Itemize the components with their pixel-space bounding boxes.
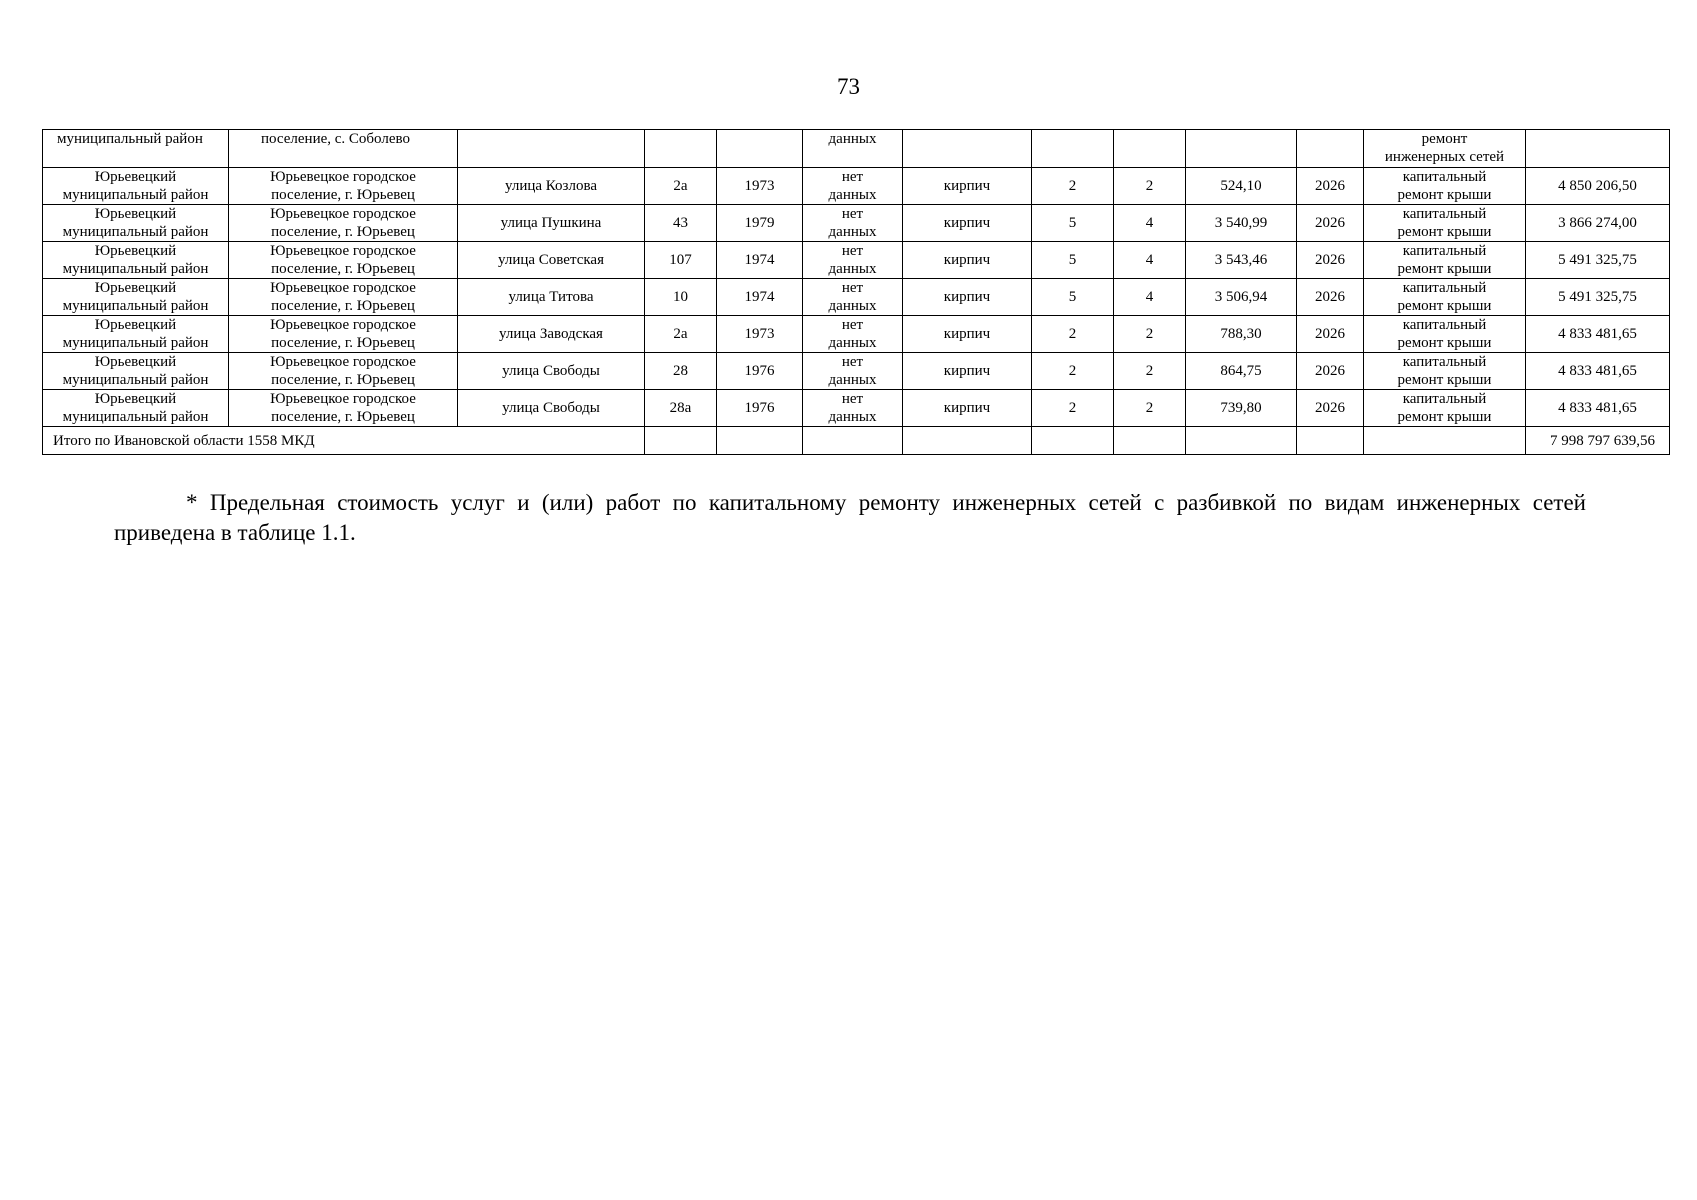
total-cost: 7 998 797 639,56 [1526, 427, 1670, 455]
cell-year-built: 1973 [717, 316, 803, 353]
cell-district: Юрьевецкий муниципальный район [43, 205, 229, 242]
cell-work-type: капитальный ремонт крыши [1364, 168, 1526, 205]
cell-settlement: Юрьевецкое городское поселение, г. Юрьевец [229, 205, 458, 242]
page-number: 73 [837, 74, 860, 99]
cell-plan-year: 2026 [1297, 279, 1364, 316]
cell-wall-material: кирпич [903, 279, 1032, 316]
cell-district: муниципальный район [43, 130, 229, 168]
cell-year-repair: нет данных [803, 205, 903, 242]
cell-plan-year: 2026 [1297, 168, 1364, 205]
cell-house: 2а [645, 168, 717, 205]
cell-settlement: Юрьевецкое городское поселение, г. Юрьевец [229, 390, 458, 427]
cell-year-built: 1976 [717, 390, 803, 427]
table-row [43, 390, 1670, 427]
cell-plan-year: 2026 [1297, 205, 1364, 242]
cell-district: Юрьевецкий муниципальный район [43, 390, 229, 427]
total-empty-cell [903, 427, 1032, 455]
cell-entrances: 4 [1114, 205, 1186, 242]
cell-house: 107 [645, 242, 717, 279]
cell-entrances: 2 [1114, 353, 1186, 390]
cell-year-repair: нет данных [803, 390, 903, 427]
total-empty-cell [717, 427, 803, 455]
cell-year-repair: нет данных [803, 279, 903, 316]
cell-street: улица Козлова [458, 168, 645, 205]
cell-year-repair: нет данных [803, 242, 903, 279]
cell-wall-material: кирпич [903, 316, 1032, 353]
cell-wall-material: кирпич [903, 205, 1032, 242]
cell-year-built [717, 130, 803, 168]
cell-year-built: 1979 [717, 205, 803, 242]
cell-plan-year: 2026 [1297, 353, 1364, 390]
table-row [43, 168, 1670, 205]
cell-area: 739,80 [1186, 390, 1297, 427]
cell-wall-material: кирпич [903, 353, 1032, 390]
cell-floors: 5 [1032, 205, 1114, 242]
cell-entrances: 4 [1114, 242, 1186, 279]
cell-floors: 2 [1032, 390, 1114, 427]
cell-cost: 5 491 325,75 [1526, 279, 1670, 316]
footnote-line-1: * Предельная стоимость услуг и (или) работ по капитальному ремонту инженерных сетей с разбивкой по видам инженерных сетей [186, 490, 1586, 515]
cell-work-type: капитальный ремонт крыши [1364, 205, 1526, 242]
housing-register-table [42, 129, 1670, 455]
cell-year-repair: нет данных [803, 316, 903, 353]
total-empty-cell [645, 427, 717, 455]
cell-plan-year: 2026 [1297, 390, 1364, 427]
total-empty-cell [1032, 427, 1114, 455]
cell-cost: 4 833 481,65 [1526, 316, 1670, 353]
footnote [114, 488, 1586, 548]
total-empty-cell [1114, 427, 1186, 455]
cell-work-type: капитальный ремонт крыши [1364, 353, 1526, 390]
cell-work-type: капитальный ремонт крыши [1364, 242, 1526, 279]
total-label: Итого по Ивановской области 1558 МКД [43, 427, 645, 455]
cell-house: 28а [645, 390, 717, 427]
cell-floors: 5 [1032, 279, 1114, 316]
cell-plan-year: 2026 [1297, 242, 1364, 279]
cell-work-type: капитальный ремонт крыши [1364, 316, 1526, 353]
cell-floors: 2 [1032, 316, 1114, 353]
table-row [43, 279, 1670, 316]
table-row [43, 353, 1670, 390]
cell-floors [1032, 130, 1114, 168]
cell-area: 788,30 [1186, 316, 1297, 353]
cell-street: улица Пушкина [458, 205, 645, 242]
cell-cost [1526, 130, 1670, 168]
cell-street: улица Советская [458, 242, 645, 279]
cell-floors: 2 [1032, 168, 1114, 205]
cell-plan-year [1297, 130, 1364, 168]
cell-settlement: Юрьевецкое городское поселение, г. Юрьевец [229, 316, 458, 353]
total-empty-cell [803, 427, 903, 455]
cell-house: 43 [645, 205, 717, 242]
cell-settlement: поселение, с. Соболево [229, 130, 458, 168]
cell-street [458, 130, 645, 168]
cell-entrances [1114, 130, 1186, 168]
cell-settlement: Юрьевецкое городское поселение, г. Юрьевец [229, 279, 458, 316]
table-row [43, 316, 1670, 353]
cell-district: Юрьевецкий муниципальный район [43, 168, 229, 205]
cell-settlement: Юрьевецкое городское поселение, г. Юрьевец [229, 168, 458, 205]
cell-cost: 3 866 274,00 [1526, 205, 1670, 242]
cell-district: Юрьевецкий муниципальный район [43, 353, 229, 390]
cell-year-repair: нет данных [803, 168, 903, 205]
table-body [43, 130, 1670, 455]
cell-area: 3 543,46 [1186, 242, 1297, 279]
cell-house: 28 [645, 353, 717, 390]
cell-wall-material: кирпич [903, 390, 1032, 427]
cell-floors: 2 [1032, 353, 1114, 390]
cell-area [1186, 130, 1297, 168]
cell-settlement: Юрьевецкое городское поселение, г. Юрьевец [229, 353, 458, 390]
cell-area: 524,10 [1186, 168, 1297, 205]
cell-work-type: капитальный ремонт крыши [1364, 279, 1526, 316]
cell-work-type: ремонт инженерных сетей [1364, 130, 1526, 168]
cell-year-repair: данных [803, 130, 903, 168]
cell-street: улица Заводская [458, 316, 645, 353]
cell-entrances: 2 [1114, 168, 1186, 205]
table-row [43, 242, 1670, 279]
cell-floors: 5 [1032, 242, 1114, 279]
cell-year-repair: нет данных [803, 353, 903, 390]
total-empty-cell [1297, 427, 1364, 455]
cell-area: 3 540,99 [1186, 205, 1297, 242]
cell-street: улица Свободы [458, 353, 645, 390]
cell-cost: 4 833 481,65 [1526, 353, 1670, 390]
cell-year-built: 1973 [717, 168, 803, 205]
cell-year-built: 1976 [717, 353, 803, 390]
cell-settlement: Юрьевецкое городское поселение, г. Юрьевец [229, 242, 458, 279]
cell-cost: 4 850 206,50 [1526, 168, 1670, 205]
total-empty-cell [1186, 427, 1297, 455]
cell-area: 864,75 [1186, 353, 1297, 390]
cell-year-built: 1974 [717, 242, 803, 279]
cell-wall-material [903, 130, 1032, 168]
cell-house: 10 [645, 279, 717, 316]
cell-entrances: 4 [1114, 279, 1186, 316]
cell-cost: 4 833 481,65 [1526, 390, 1670, 427]
total-empty-cell [1364, 427, 1526, 455]
cell-entrances: 2 [1114, 316, 1186, 353]
cell-house: 2а [645, 316, 717, 353]
cell-area: 3 506,94 [1186, 279, 1297, 316]
cell-district: Юрьевецкий муниципальный район [43, 279, 229, 316]
table-row [43, 205, 1670, 242]
cell-street: улица Свободы [458, 390, 645, 427]
cell-entrances: 2 [1114, 390, 1186, 427]
cell-wall-material: кирпич [903, 242, 1032, 279]
cell-street: улица Титова [458, 279, 645, 316]
cell-district: Юрьевецкий муниципальный район [43, 242, 229, 279]
cell-work-type: капитальный ремонт крыши [1364, 390, 1526, 427]
cell-year-built: 1974 [717, 279, 803, 316]
cell-wall-material: кирпич [903, 168, 1032, 205]
cell-district: Юрьевецкий муниципальный район [43, 316, 229, 353]
continuation-row [43, 130, 1670, 168]
footnote-line-2: приведена в таблице 1.1. [114, 520, 356, 545]
total-row [43, 427, 1670, 455]
cell-house [645, 130, 717, 168]
cell-cost: 5 491 325,75 [1526, 242, 1670, 279]
cell-plan-year: 2026 [1297, 316, 1364, 353]
